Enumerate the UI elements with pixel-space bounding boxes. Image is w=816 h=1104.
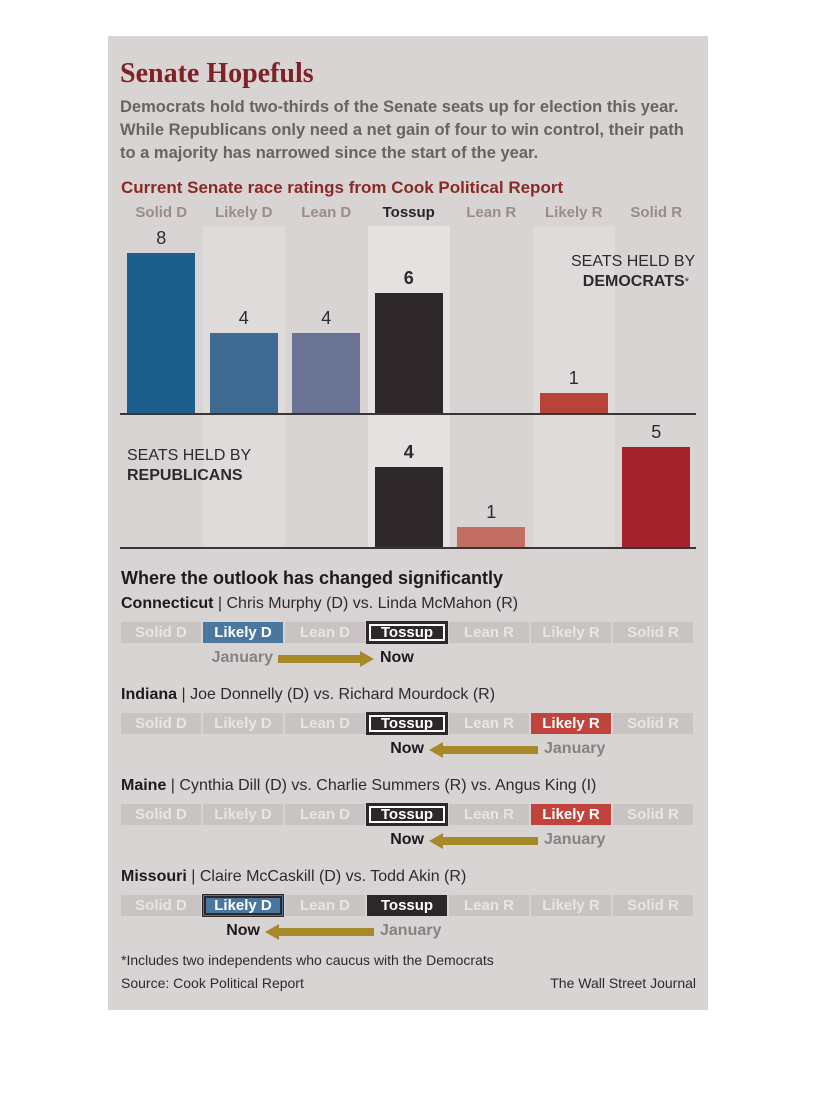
rating-cell-indiana-solid-r: Solid R xyxy=(613,713,693,734)
rating-cell-indiana-lean-r: Lean R xyxy=(449,713,529,734)
race-state: Indiana xyxy=(121,686,178,703)
dem-legend-line2: DEMOCRATS xyxy=(582,273,685,290)
rep-value-lean-r: 1 xyxy=(486,502,497,522)
dem-value-solid-d: 8 xyxy=(156,228,167,248)
from-label-indiana: January xyxy=(544,740,606,757)
arrow-shape xyxy=(429,742,538,758)
race-heading-maine xyxy=(121,777,596,795)
rating-cell-indiana-solid-d: Solid D xyxy=(121,713,201,734)
rating-cell-connecticut-tossup: Tossup xyxy=(367,622,447,643)
rating-cell-missouri-solid-r: Solid R xyxy=(613,895,693,916)
race-heading-connecticut xyxy=(121,595,518,613)
change-arrow-missouri xyxy=(265,924,374,940)
race-matchup: | Claire McCaskill (D) vs. Todd Akin (R) xyxy=(186,868,467,885)
publisher-credit: The Wall Street Journal xyxy=(550,975,696,991)
rating-cell-maine-lean-d: Lean D xyxy=(285,804,365,825)
race-state: Connecticut xyxy=(121,595,214,612)
rating-cell-connecticut-solid-d: Solid D xyxy=(121,622,201,643)
outlook-races xyxy=(108,36,708,1010)
rating-cell-maine-solid-r: Solid R xyxy=(613,804,693,825)
chart-title: Current Senate race ratings from Cook Political Report xyxy=(121,178,564,197)
column-label-solid-r: Solid R xyxy=(630,204,683,221)
source-line: Source: Cook Political Report xyxy=(121,975,304,991)
rating-cell-missouri-likely-r: Likely R xyxy=(531,895,611,916)
race-matchup: | Cynthia Dill (D) vs. Charlie Summers (R) vs. Angus King (I) xyxy=(166,777,597,794)
dem-value-likely-r: 1 xyxy=(568,368,579,388)
arrow-shape xyxy=(278,651,374,667)
rating-cell-missouri-lean-r: Lean R xyxy=(449,895,529,916)
rating-cell-maine-solid-d: Solid D xyxy=(121,804,201,825)
rating-cell-indiana-tossup: Tossup xyxy=(367,713,447,734)
rating-cell-maine-tossup: Tossup xyxy=(367,804,447,825)
column-label-lean-r: Lean R xyxy=(466,204,517,221)
rep-value-tossup: 4 xyxy=(403,442,414,462)
rating-cell-connecticut-solid-r: Solid R xyxy=(613,622,693,643)
rating-cell-maine-likely-r: Likely R xyxy=(531,804,611,825)
race-heading-indiana xyxy=(121,686,495,704)
rating-cell-missouri-tossup: Tossup xyxy=(367,895,447,916)
to-label-indiana: Now xyxy=(390,740,424,757)
dem-legend-line1: SEATS HELD BY xyxy=(571,253,696,270)
intro-text: Democrats hold two-thirds of the Senate seats up for election this year. While Republicans only need a net gain of four to win control, their path to a majority has narrowed since the start of the year. xyxy=(120,98,684,162)
rating-cell-connecticut-likely-r: Likely R xyxy=(531,622,611,643)
rep-legend-line1: SEATS HELD BY xyxy=(127,447,252,464)
rep-value-solid-r: 5 xyxy=(651,422,662,442)
arrow-shape xyxy=(265,924,374,940)
rep-legend-line2: REPUBLICANS xyxy=(127,467,243,484)
change-arrow-indiana xyxy=(429,742,538,758)
from-label-maine: January xyxy=(544,831,606,848)
rating-cell-indiana-likely-r: Likely R xyxy=(531,713,611,734)
infographic-card xyxy=(108,36,708,1010)
dem-value-tossup: 6 xyxy=(403,268,414,288)
to-label-connecticut: Now xyxy=(380,649,414,666)
rating-cell-maine-likely-d: Likely D xyxy=(203,804,283,825)
column-label-lean-d: Lean D xyxy=(301,204,352,221)
rating-cell-connecticut-lean-r: Lean R xyxy=(449,622,529,643)
from-label-missouri: January xyxy=(380,922,442,939)
arrow-shape xyxy=(429,833,538,849)
rating-cell-missouri-solid-d: Solid D xyxy=(121,895,201,916)
from-label-connecticut: January xyxy=(211,649,273,666)
rating-cell-indiana-lean-d: Lean D xyxy=(285,713,365,734)
dem-footnote-mark: * xyxy=(684,276,689,288)
column-label-tossup: Tossup xyxy=(382,204,435,221)
to-label-maine: Now xyxy=(390,831,424,848)
footnote: *Includes two independents who caucus with the Democrats xyxy=(121,952,494,968)
dem-value-lean-d: 4 xyxy=(321,308,332,328)
to-label-missouri: Now xyxy=(226,922,260,939)
outlook-title: Where the outlook has changed significantly xyxy=(121,568,504,588)
rating-cell-connecticut-likely-d: Likely D xyxy=(203,622,283,643)
rating-cell-indiana-likely-d: Likely D xyxy=(203,713,283,734)
column-label-solid-d: Solid D xyxy=(135,204,188,221)
race-state: Maine xyxy=(121,777,167,794)
race-matchup: | Chris Murphy (D) vs. Linda McMahon (R) xyxy=(213,595,519,612)
rating-cell-connecticut-lean-d: Lean D xyxy=(285,622,365,643)
column-label-likely-d: Likely D xyxy=(214,204,273,221)
rating-cell-maine-lean-r: Lean R xyxy=(449,804,529,825)
race-matchup: | Joe Donnelly (D) vs. Richard Mourdock (R) xyxy=(177,686,496,703)
race-state: Missouri xyxy=(121,868,187,885)
column-label-likely-r: Likely R xyxy=(544,204,603,221)
rating-cell-missouri-lean-d: Lean D xyxy=(285,895,365,916)
rating-cell-missouri-likely-d: Likely D xyxy=(203,895,283,916)
page-title: Senate Hopefuls xyxy=(120,58,314,89)
race-heading-missouri xyxy=(121,868,466,886)
change-arrow-maine xyxy=(429,833,538,849)
dem-value-likely-d: 4 xyxy=(238,308,249,328)
change-arrow-connecticut xyxy=(278,651,374,667)
